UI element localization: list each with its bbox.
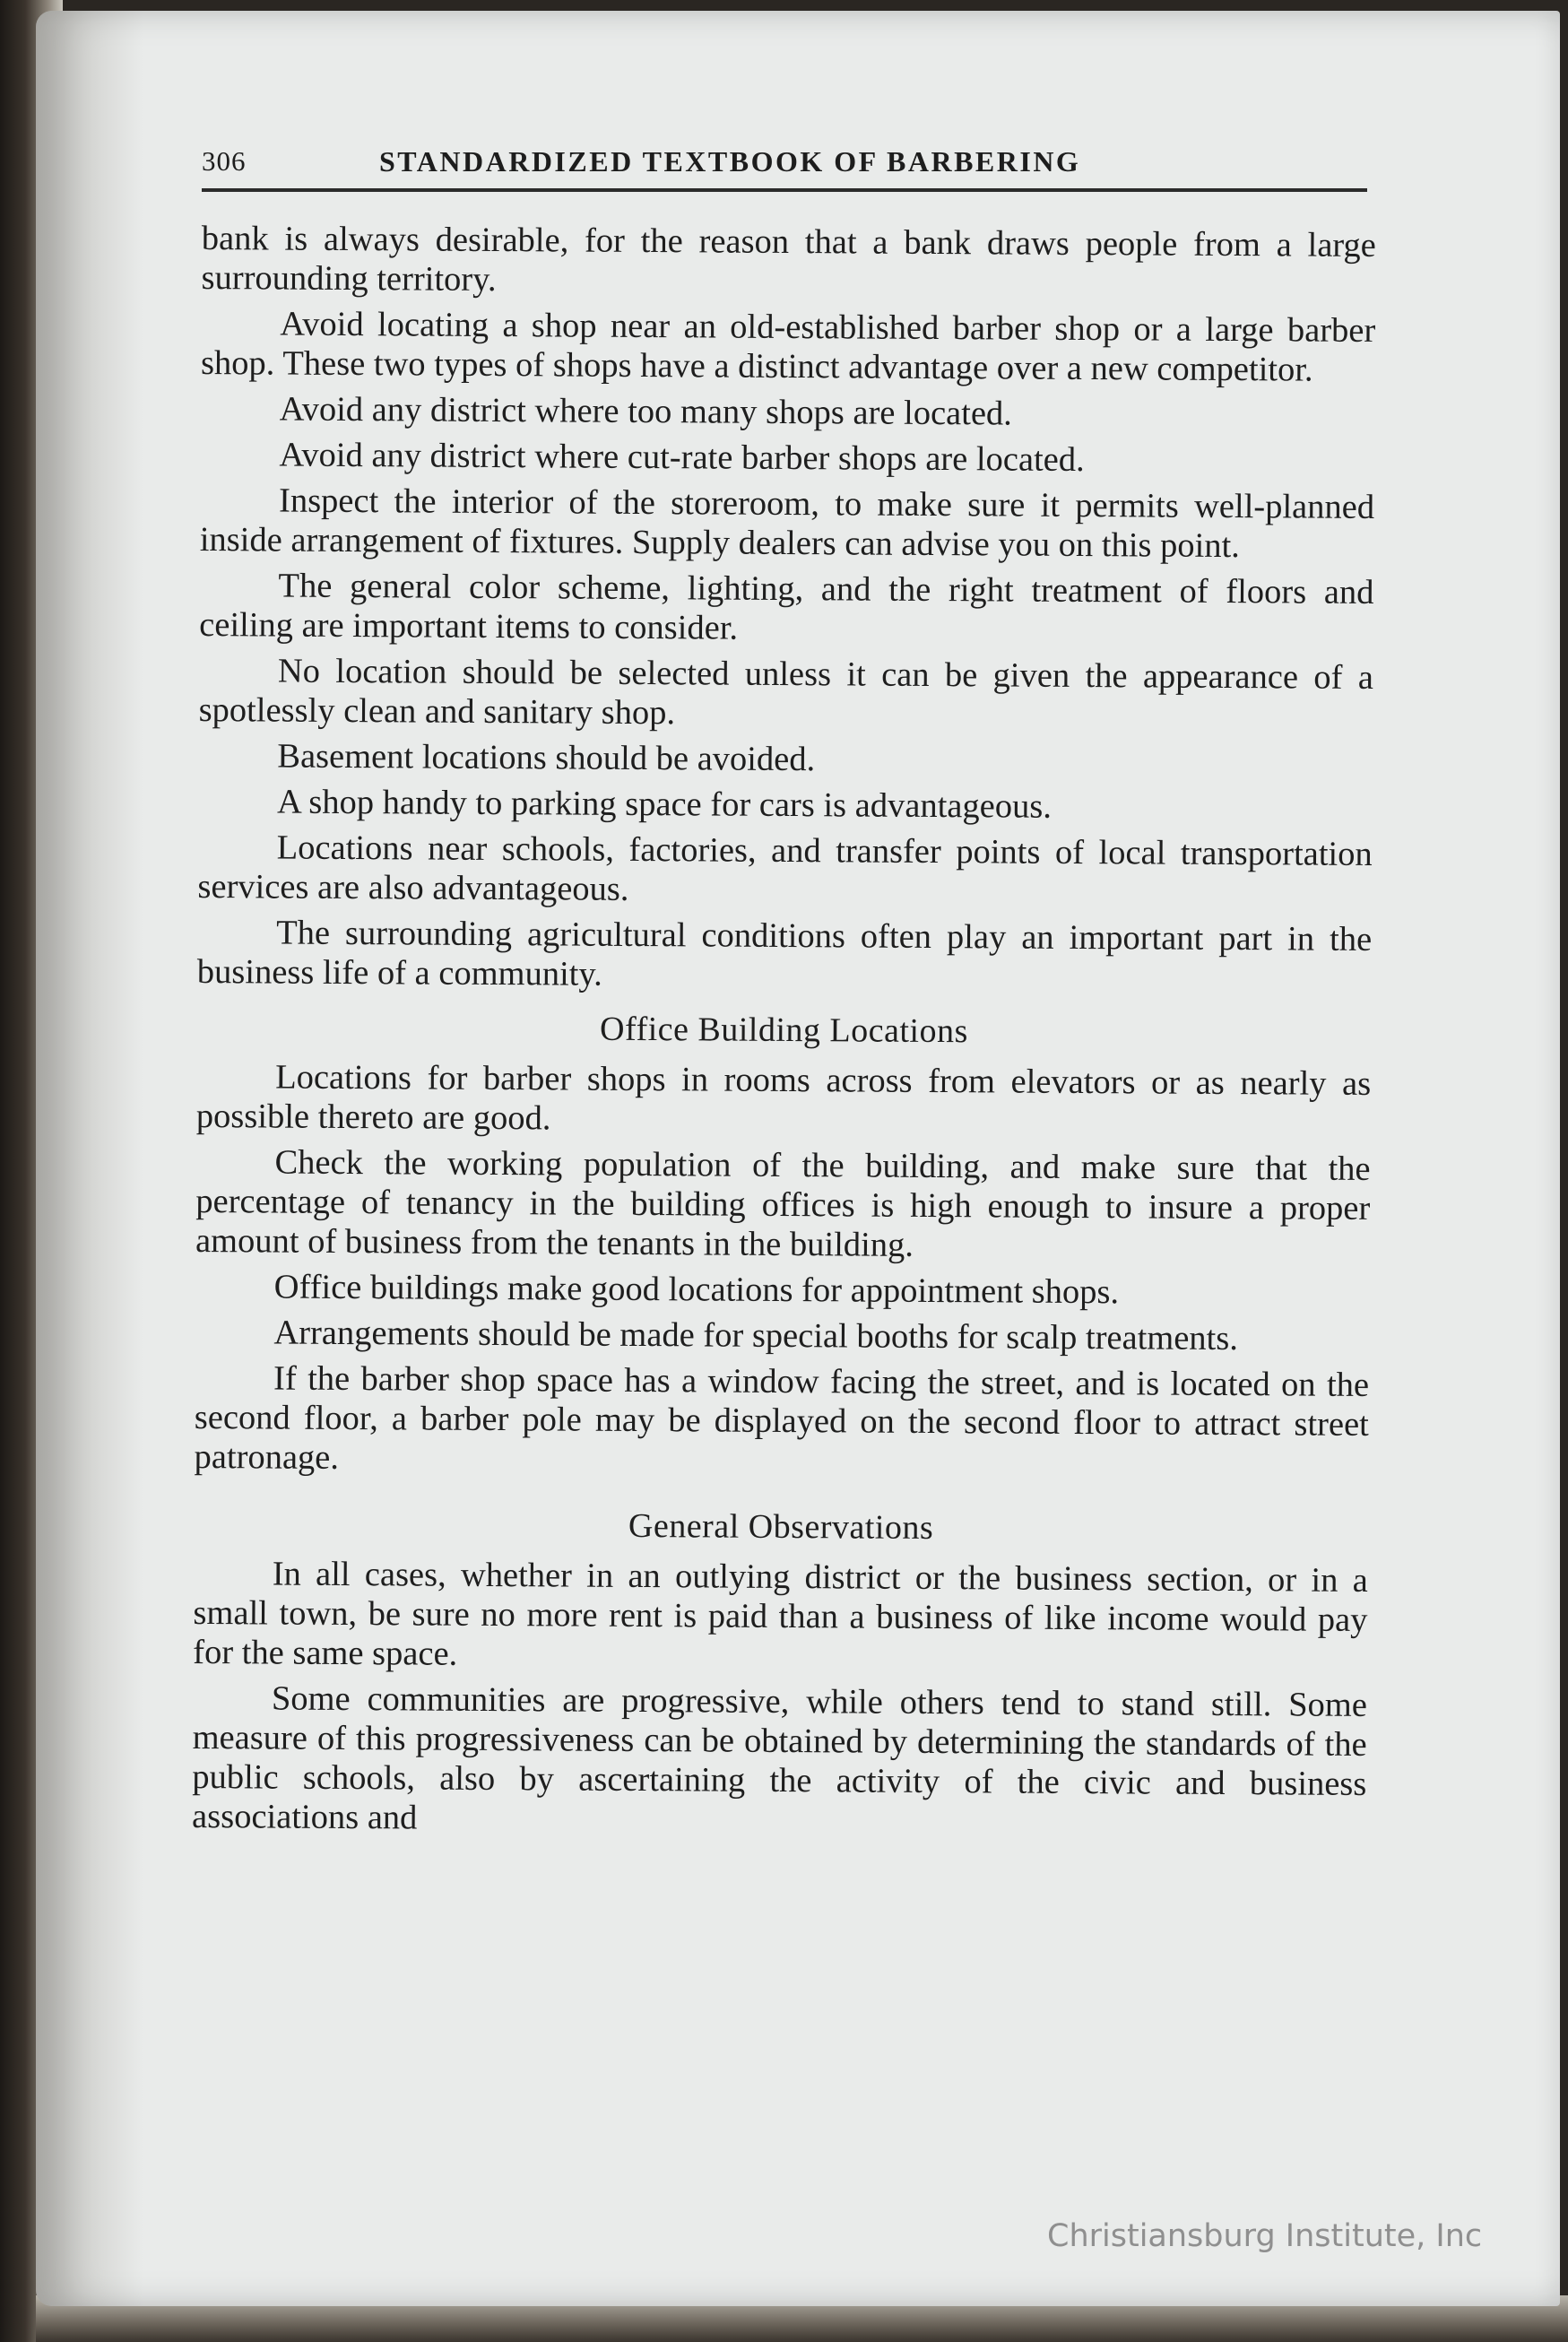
- paragraph: Avoid any district where too many shops are located.: [279, 390, 1013, 433]
- paragraph: If the barber shop space has a window facing the street, and is located on the second floor, a barber pole may be displayed on the second floor to attract street patronage.: [194, 1359, 1370, 1477]
- paragraph: bank is always desirable, for the reason that a bank draws people from a large surrounding territory.: [201, 219, 1376, 299]
- gutter-shadow: [36, 11, 143, 2306]
- paragraph: Locations for barber shops in rooms across from elevators or as nearly as possible thereto are good.: [195, 1058, 1372, 1138]
- paragraph: Avoid any district where cut-rate barber shops are located.: [279, 436, 1085, 480]
- paragraph: No location should be selected unless it can be given the appearance of a spotlessly clean and sanitary shop.: [198, 652, 1374, 733]
- paragraph: Inspect the interior of the storeroom, to make sure it permits well-planned inside arrangement of fixtures. Supply dealers can advise you on this point.: [199, 481, 1375, 566]
- paragraph: The surrounding agricultural conditions often play an important part in the business life of a community.: [196, 914, 1373, 993]
- section-heading-office: Office Building Locations: [599, 1010, 968, 1051]
- page-header: [202, 142, 1367, 192]
- page-number: 306: [202, 145, 247, 177]
- watermark-text: Christiansburg Institute, Inc: [1047, 2218, 1483, 2254]
- page-body: [192, 219, 1376, 1850]
- paragraph: The general color scheme, lighting, and the right treatment of floors and ceiling are important items to consider.: [199, 567, 1374, 647]
- paragraph: In all cases, whether in an outlying district or the business section, or in a small town, be sure no more rent is paid than a business of like income would pay for the same space.: [193, 1555, 1368, 1673]
- paragraph: Arrangements should be made for special booths for scalp treatments.: [273, 1314, 1239, 1358]
- paragraph: A shop handy to parking space for cars is advantageous.: [276, 783, 1053, 826]
- paragraph: Avoid locating a shop near an old-established barber shop or a large barber shop. These two types of shops have a distinct advantage over a new competitor.: [200, 305, 1376, 389]
- paragraph: Office buildings make good locations for appointment shops.: [273, 1268, 1120, 1312]
- paragraph: Some communities are progressive, while others tend to stand still. Some measure of this progressiveness can be obtained by determining the standards of the public schools, also by ascertaining the activity of the civic and business associations and: [191, 1679, 1368, 1837]
- paragraph: Locations near schools, factories, and transfer points of local transportation services are also advantageous.: [197, 828, 1373, 908]
- section-heading-general: General Observations: [628, 1506, 934, 1548]
- paragraph: Basement locations should be avoided.: [277, 737, 816, 779]
- running-head: STANDARDIZED TEXTBOOK OF BARBERING: [379, 145, 1081, 178]
- paragraph: Check the working population of the building, and make sure that the percentage of tenancy in the building offices is high enough to insure a proper amount of business from the tenants in the building.: [195, 1143, 1371, 1264]
